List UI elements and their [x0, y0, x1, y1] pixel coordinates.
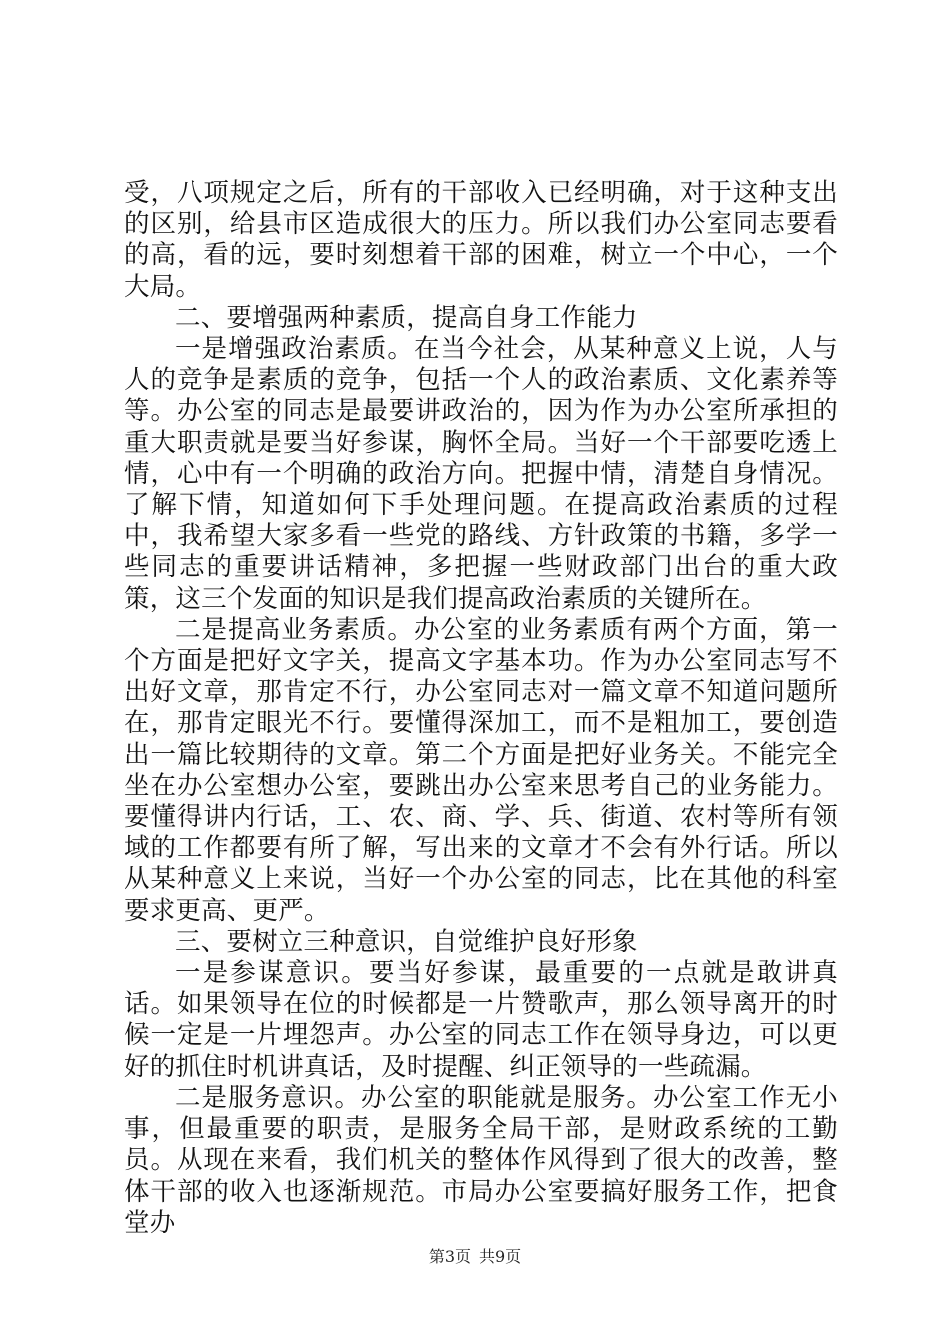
paragraph-7: 二是服务意识。办公室的职能就是服务。办公室工作无小事，但最重要的职责，是服务全局干部，是财政系统的工勤员。从现在来看，我们机关的整体作风得到了很大的改善，整体干部的收入也逐渐规范。市局办公室要搞好服务工作，把食堂办	[124, 1082, 838, 1238]
paragraph-3: 一是增强政治素质。在当今社会，从某种意义上说，人与人的竞争是素质的竞争，包括一个人的政治素质、文化素养等等。办公室的同志是最要讲政治的，因为作为办公室所承担的重大职责就是要当好参谋，胸怀全局。当好一个干部要吃透上情，心中有一个明确的政治方向。把握中情，清楚自身情况。了解下情，知道如何下手处理问题。在提高政治素质的过程中，我希望大家多看一些党的路线、方针政策的书籍，多学一些同志的重要讲话精神，多把握一些财政部门出台的重大政策，这三个发面的知识是我们提高政治素质的关键所在。	[124, 334, 838, 614]
paragraph-1: 受，八项规定之后，所有的干部收入已经明确，对于这种支出的区别，给县市区造成很大的压力。所以我们办公室同志要看的高，看的远，要时刻想着干部的困难，树立一个中心，一个大局。	[124, 178, 838, 302]
paragraph-6: 一是参谋意识。要当好参谋，最重要的一点就是敢讲真话。如果领导在位的时候都是一片赞歌声，那么领导离开的时候一定是一片埋怨声。办公室的同志工作在领导身边，可以更好的抓住时机讲真话，及时提醒、纠正领导的一些疏漏。	[124, 958, 838, 1082]
paragraph-4: 二是提高业务素质。办公室的业务素质有两个方面，第一个方面是把好文字关，提高文字基本功。作为办公室同志写不出好文章，那肯定不行，办公室同志对一篇文章不知道问题所在，那肯定眼光不行。要懂得深加工，而不是粗加工，要创造出一篇比较期待的文章。第二个方面是把好业务关。不能完全坐在办公室想办公室，要跳出办公室来思考自己的业务能力。要懂得讲内行话，工、农、商、学、兵、街道、农村等所有领域的工作都要有所了解，写出来的文章才不会有外行话。所以从某种意义上来说，当好一个办公室的同志，比在其他的科室要求更高、更严。	[124, 614, 838, 926]
page-total: 共9页	[479, 1247, 522, 1266]
page-footer	[0, 1244, 950, 1267]
document-body	[124, 178, 838, 1239]
section-heading-2: 二、要增强两种素质，提高自身工作能力	[175, 302, 638, 333]
section-heading-5: 三、要树立三种意识，自觉维护良好形象	[175, 926, 638, 957]
page-number: 第3页	[428, 1247, 471, 1266]
